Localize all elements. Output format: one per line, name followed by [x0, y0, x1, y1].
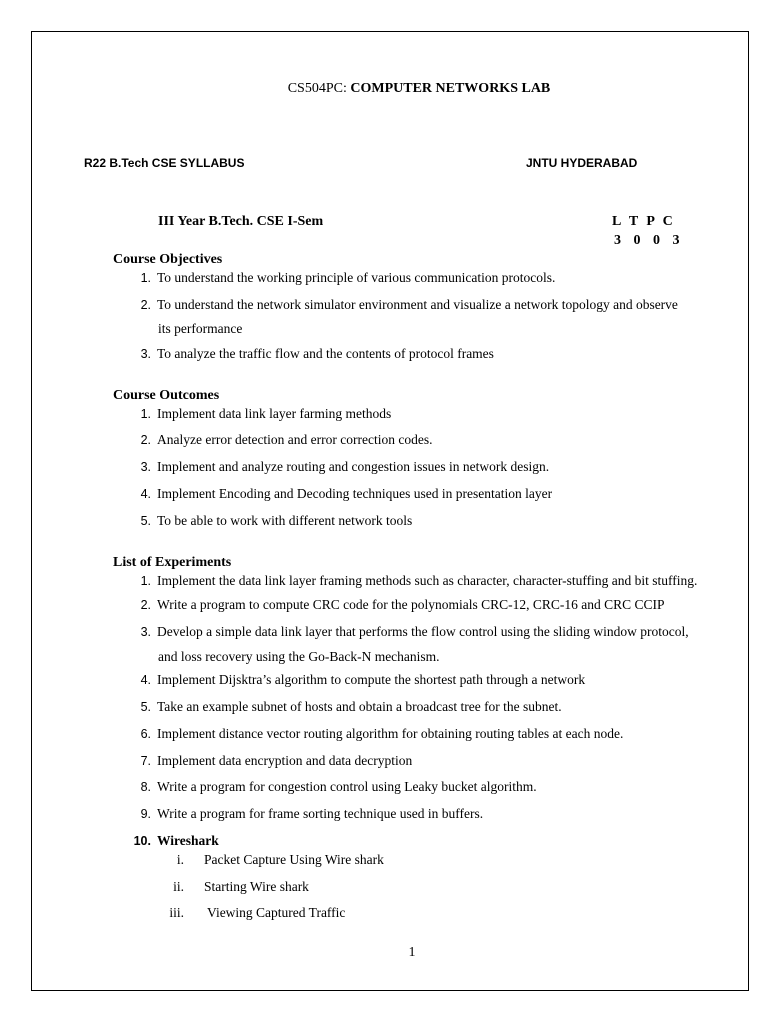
- list-item: 6. Implement distance vector routing algorithm for obtaining routing tables at each node.: [140, 726, 624, 741]
- objectives-heading: Course Objectives: [113, 252, 223, 267]
- experiments-heading: List of Experiments: [113, 555, 232, 570]
- list-item: 2. To understand the network simulator environment and visualize a network topology and observe: [140, 297, 678, 312]
- list-item: 8. Write a program for congestion control using Leaky bucket algorithm.: [140, 779, 537, 794]
- list-item: 9. Write a program for frame sorting technique used in buffers.: [140, 806, 484, 821]
- list-item: 2. Analyze error detection and error correction codes.: [140, 432, 433, 447]
- sub-list-item: i. Packet Capture Using Wire shark: [176, 852, 384, 867]
- list-item: 3. Develop a simple data link layer that performs the flow control using the sliding window protocol,: [140, 624, 689, 639]
- list-item: 1. To understand the working principle of various communication protocols.: [140, 270, 556, 285]
- list-item: 10. Wireshark: [133, 833, 219, 848]
- university-label: JNTU HYDERABAD: [526, 156, 638, 170]
- list-item: 1. Implement the data link layer framing methods such as character, character-stuffing and bit stuffing.: [140, 573, 698, 588]
- list-item: 3. Implement and analyze routing and congestion issues in network design.: [140, 459, 550, 474]
- course-code: CS504PC:: [287, 81, 347, 96]
- sub-list-item: ii. Starting Wire shark: [173, 879, 309, 894]
- list-item-continuation: its performance: [158, 321, 243, 336]
- course-name: COMPUTER NETWORKS LAB: [350, 81, 551, 96]
- page-title: [0, 81, 768, 97]
- syllabus-label: R22 B.Tech CSE SYLLABUS: [84, 156, 245, 170]
- list-item: 5. Take an example subnet of hosts and obtain a broadcast tree for the subnet.: [140, 699, 562, 714]
- list-item: 1. Implement data link layer farming methods: [140, 406, 392, 421]
- list-item: 4. Implement Encoding and Decoding techniques used in presentation layer: [140, 486, 553, 501]
- sub-list-item: iii. Viewing Captured Traffic: [169, 905, 346, 920]
- list-item: 5. To be able to work with different network tools: [140, 513, 413, 528]
- list-item-continuation: and loss recovery using the Go-Back-N mechanism.: [158, 649, 440, 664]
- page-number: 1: [408, 945, 416, 960]
- list-item: 3. To analyze the traffic flow and the contents of protocol frames: [140, 346, 494, 361]
- list-item: 2. Write a program to compute CRC code for the polynomials CRC-12, CRC-16 and CRC CCIP: [140, 597, 665, 612]
- list-item: 7. Implement data encryption and data decryption: [140, 753, 413, 768]
- year-semester: III Year B.Tech. CSE I-Sem: [158, 214, 324, 229]
- ltpc-values: 3 0 0 3: [614, 233, 680, 248]
- outcomes-heading: Course Outcomes: [113, 388, 220, 403]
- ltpc-labels: L T P C: [612, 214, 673, 229]
- list-item: 4. Implement Dijsktra’s algorithm to compute the shortest path through a network: [140, 672, 586, 687]
